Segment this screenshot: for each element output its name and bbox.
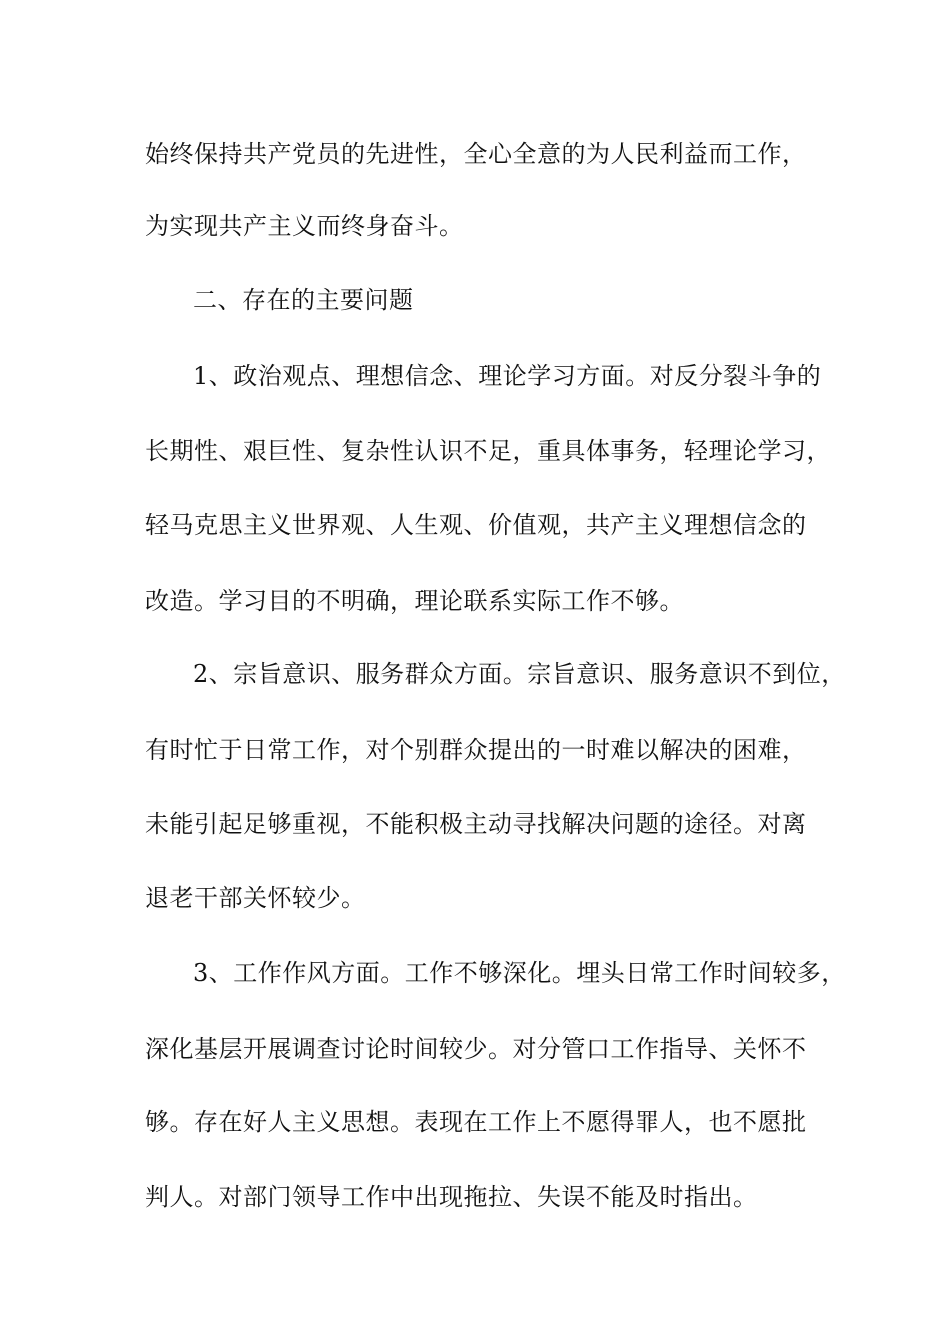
text-line: 长期性、艰巨性、复杂性认识不足，重具体事务，轻理论学习， xyxy=(145,437,831,465)
text-line: 够。存在好人主义思想。表现在工作上不愿得罪人，也不愿批 xyxy=(145,1108,807,1136)
text-line: 始终保持共产党员的先进性，全心全意的为人民利益而工作， xyxy=(145,140,807,168)
paragraph-first-line: 2、宗旨意识、服务群众方面。宗旨意识、服务意识不到位， xyxy=(193,660,846,688)
text-line: 未能引起足够重视，不能积极主动寻找解决问题的途径。对离 xyxy=(145,810,807,838)
text-line: 退老干部关怀较少。 xyxy=(145,884,366,912)
text-line: 判人。对部门领导工作中出现拖拉、失误不能及时指出。 xyxy=(145,1183,758,1211)
text-line: 为实现共产主义而终身奋斗。 xyxy=(145,212,464,240)
text-line: 轻马克思主义世界观、人生观、价值观，共产主义理想信念的 xyxy=(145,511,807,539)
section-heading: 二、存在的主要问题 xyxy=(193,286,414,314)
text-line: 改造。学习目的不明确，理论联系实际工作不够。 xyxy=(145,587,684,615)
text-line: 有时忙于日常工作，对个别群众提出的一时难以解决的困难， xyxy=(145,736,807,764)
paragraph-first-line: 3、工作作风方面。工作不够深化。埋头日常工作时间较多， xyxy=(193,959,846,987)
text-line: 深化基层开展调查讨论时间较少。对分管口工作指导、关怀不 xyxy=(145,1035,807,1063)
paragraph-first-line: 1、政治观点、理想信念、理论学习方面。对反分裂斗争的 xyxy=(193,362,822,390)
